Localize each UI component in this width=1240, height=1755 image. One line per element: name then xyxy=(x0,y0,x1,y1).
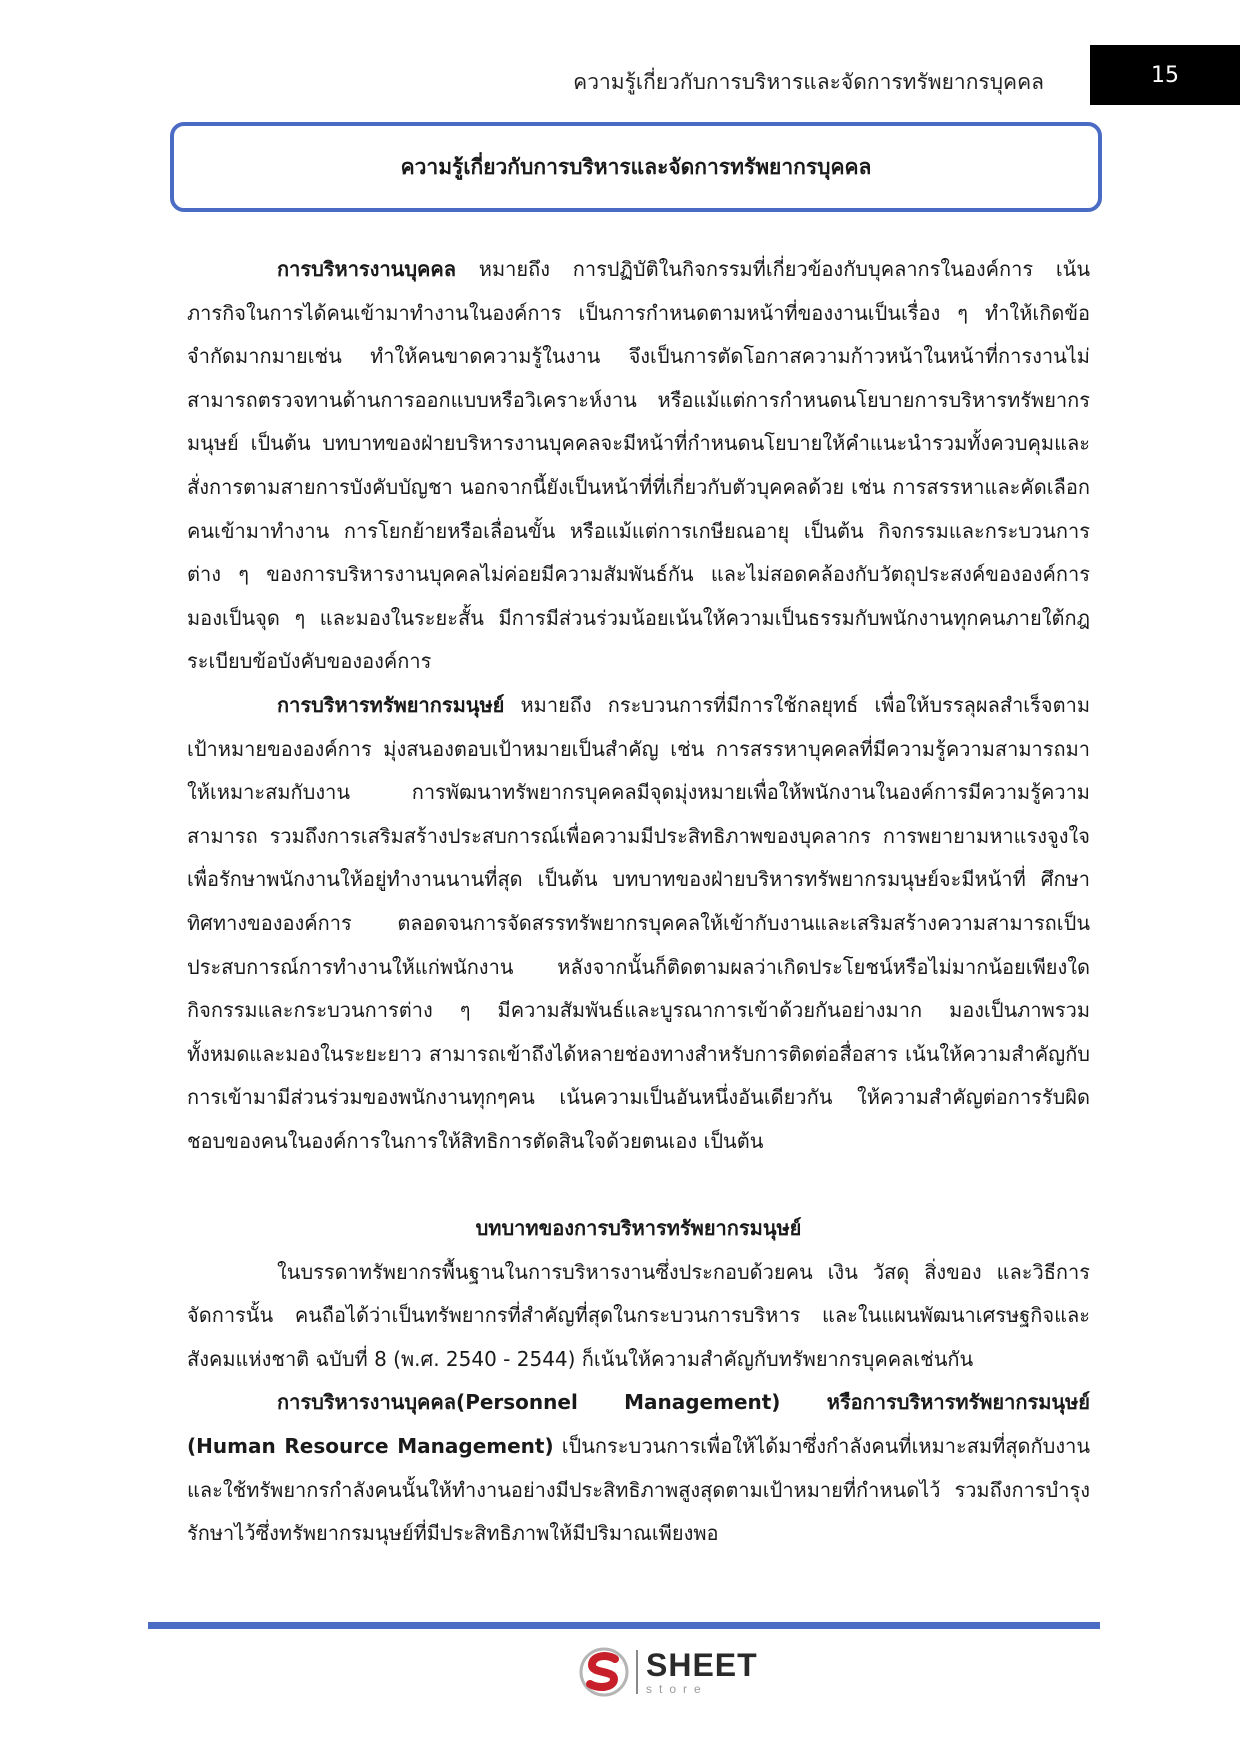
paragraph-personnel-management xyxy=(187,248,1090,684)
title-box-heading: ความรู้เกี่ยวกับการบริหารและจัดการทรัพยากรบุคคล xyxy=(400,154,872,179)
section-spacer xyxy=(187,1163,1090,1207)
logo-text xyxy=(646,1649,758,1695)
term-personnel-management: การบริหารงานบุคคล xyxy=(277,257,457,281)
page-number-box xyxy=(1090,45,1240,105)
sheet-store-logo xyxy=(578,1646,758,1698)
logo-divider xyxy=(636,1650,638,1694)
section-heading: บทบาทของการบริหารทรัพยากรมนุษย์ xyxy=(475,1216,802,1241)
s-logo-icon xyxy=(578,1646,630,1698)
paragraph-2-text: หมายถึง กระบวนการที่มีการใช้กลยุทธ์ เพื่อให้บรรลุผลสำเร็จตามเป้าหมายขององค์การ มุ่งสนองตอบเป้าหมายเป็นสำคัญ เช่น การสรรหาบุคคลที่มีความรู้ความสามารถมาให้เหมาะสมกับงาน การพัฒนาทรัพยากรบุคคลมีจุดมุ่งหมายเพื่อให้พนักงานในองค์การมีความรู้ความสามารถ รวมถึงการเสริมสร้างประสบการณ์เพื่อความมีประสิทธิภาพของบุคลากร การพยายามหาแรงจูงใจเพื่อรักษาพนักงานให้อยู่ทำงานนานที่สุด เป็นต้น บทบาทของฝ่ายบริหารทรัพยากรมนุษย์จะมีหน้าที่ ศึกษาทิศทางขององค์การ ตลอดจนการจัดสรรทรัพยากรบุคคลให้เข้ากับงานและเสริมสร้างความสามารถเป็นประสบการณ์การทำงานให้แก่พนักงาน หลังจากนั้นก็ติดตามผลว่าเกิดประโยชน์หรือไม่มากน้อยเพียงใด กิจกรรมและกระบวนการต่าง ๆ มีความสัมพันธ์และบูรณาการเข้าด้วยกันอย่างมาก มองเป็นภาพรวมทั้งหมดและมองในระยะยาว สามารถเข้าถึงได้หลายช่องทางสำหรับการติดต่อสื่อสาร เน้นให้ความสำคัญกับการเข้ามามีส่วนร่วมของพนักงานทุกๆคน เน้นความเป็นอันหนึ่งอันเดียวกัน ให้ความสำคัญต่อการรับผิดชอบของคนในองค์การในการให้สิทธิการตัดสินใจด้วยตนเอง เป็นต้น xyxy=(187,692,1090,1153)
body-content xyxy=(187,248,1090,1556)
paragraph-1-text: หมายถึง การปฏิบัติในกิจกรรมที่เกี่ยวข้องกับบุคลากรในองค์การ เน้นภารกิจในการได้คนเข้ามาทำงานในองค์การ เป็นการกำหนดตามหน้าที่ของงานเป็นเรื่อง ๆ ทำให้เกิดข้อจำกัดมากมายเช่น ทำให้คนขาดความรู้ในงาน จึงเป็นการตัดโอกาสความก้าวหน้าในหน้าที่การงานไม่สามารถตรวจทานด้านการออกแบบหรือวิเคราะห์งาน หรือแม้แต่การกำหนดนโยบายการบริหารทรัพยากรมนุษย์ เป็นต้น บทบาทของฝ่ายบริหารงานบุคคลจะมีหน้าที่กำหนดนโยบายให้คำแนะนำรวมทั้งควบคุมและสั่งการตามสายการบังคับบัญชา นอกจากนี้ยังเป็นหน้าที่ที่เกี่ยวกับตัวบุคคลด้วย เช่น การสรรหาและคัดเลือกคนเข้ามาทำงาน การโยกย้ายหรือเลื่อนขั้น หรือแม้แต่การเกษียณอายุ เป็นต้น กิจกรรมและกระบวนการต่าง ๆ ของการบริหารงานบุคคลไม่ค่อยมีความสัมพันธ์กัน และไม่สอดคล้องกับวัตถุประสงค์ขององค์การมองเป็นจุด ๆ และมองในระยะสั้น มีการมีส่วนร่วมน้อยเน้นให้ความเป็นธรรมกับพนักงานทุกคนภายใต้กฎระเบียบข้อบังคับขององค์การ xyxy=(187,257,1090,674)
page-number: 15 xyxy=(1151,62,1179,88)
term-hrm: การบริหารทรัพยากรมนุษย์ xyxy=(277,692,505,717)
logo-subword: store xyxy=(646,1682,708,1696)
running-header-title: ความรู้เกี่ยวกับการบริหารและจัดการทรัพยากรบุคคล xyxy=(573,70,1044,94)
paragraph-4-text: เป็นกระบวนการเพื่อให้ได้มาซึ่งกำลังคนที่เหมาะสมที่สุดกับงานและใช้ทรัพยากรกำลังคนนั้นให้ทำงานอย่างมีประสิทธิภาพสูงสุดตามเป้าหมายที่กำหนดไว้ รวมถึงการบำรุงรักษาไว้ซึ่งทรัพยากรมนุษย์ที่มีประสิทธิภาพให้มีปริมาณเพียงพอ xyxy=(187,1434,1090,1546)
title-box xyxy=(170,122,1102,212)
paragraph-resources: ในบรรดาทรัพยากรพื้นฐานในการบริหารงานซึ่งประกอบด้วยคน เงิน วัสดุ สิ่งของ และวิธีการจัดการนั้น คนถือได้ว่าเป็นทรัพยากรที่สำคัญที่สุดในกระบวนการบริหาร และในแผนพัฒนาเศรษฐกิจและสังคมแห่งชาติ ฉบับที่ 8 (พ.ศ. 2540 - 2544) ก็เน้นให้ความสำคัญกับทรัพยากรบุคคลเช่นกัน xyxy=(187,1259,1090,1371)
paragraph-definition xyxy=(187,1381,1090,1555)
term-personnel-hrm-english: การบริหารงานบุคคล(Personnel Management) หรือการบริหารทรัพยากรมนุษย์ (Human Resource Management) xyxy=(187,1390,1090,1459)
logo-word: SHEET xyxy=(646,1647,758,1683)
paragraph-hrm xyxy=(187,684,1090,1164)
footer-divider xyxy=(148,1622,1100,1629)
